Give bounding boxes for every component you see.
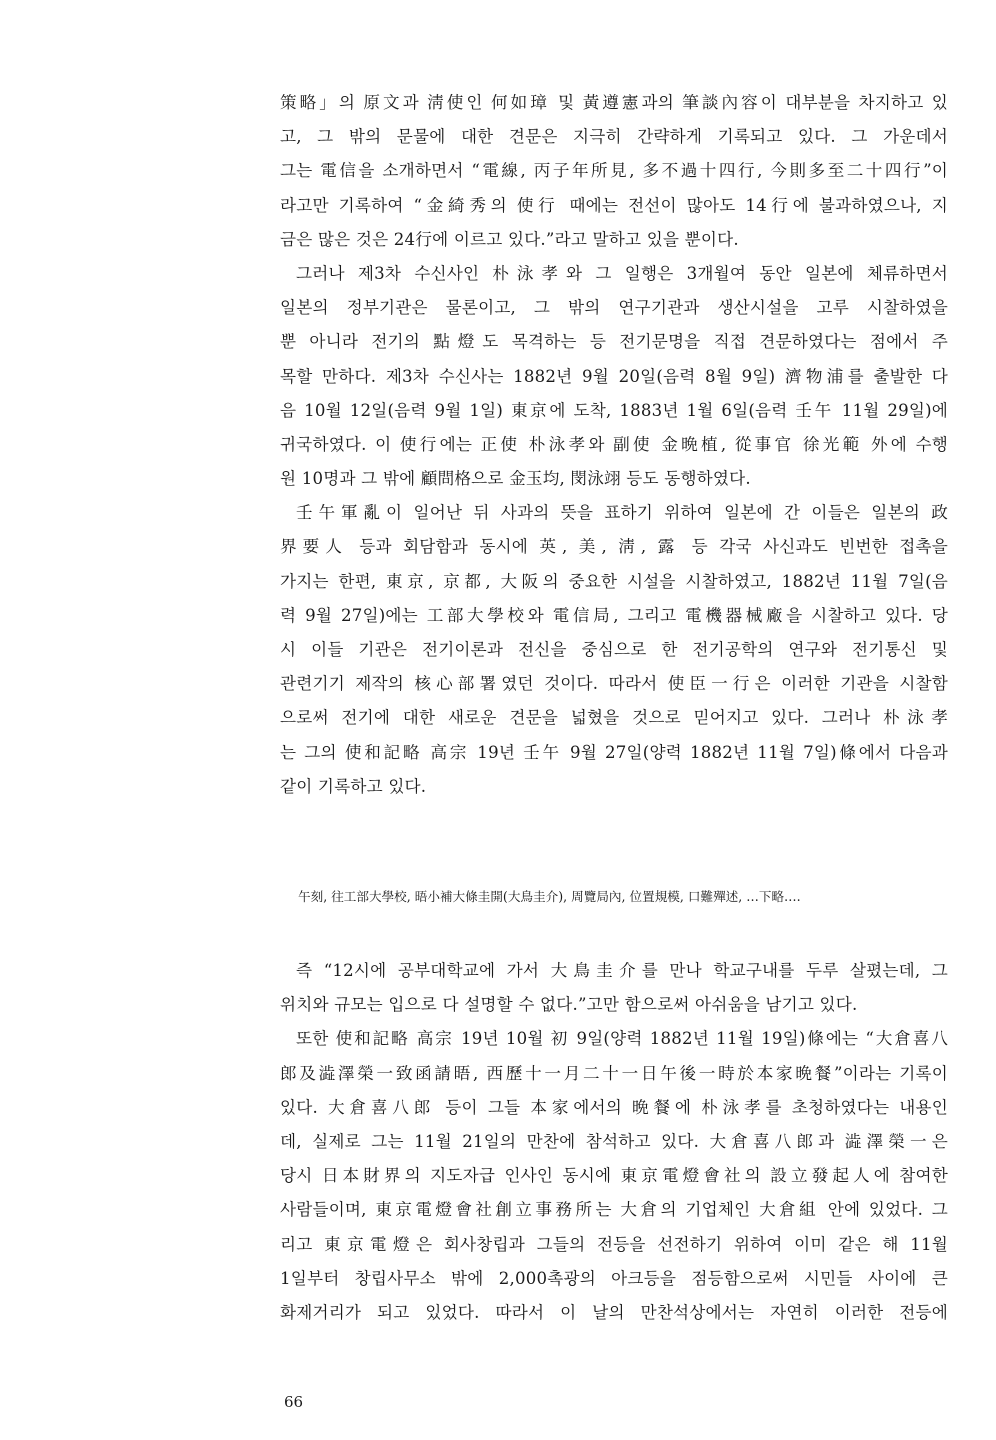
text-line: 界要人 등과 회담함과 동시에 英, 美, 淸, 露 등 각국 사신과도 빈번한 접촉을 [280,537,948,557]
text-line: 금은 많은 것은 24行에 이르고 있다.”라고 말하고 있을 뿐이다. [280,229,739,249]
text-line: 원 10명과 그 밖에 顧問格으로 金玉均, 閔泳翊 등도 동행하였다. [280,469,751,489]
paragraph-3 [280,496,948,804]
block-quote: 午刻, 往工部大學校, 晤小補大條圭開(大鳥圭介), 周覽局內, 位置規模, 口難殫述, …下略…. [298,889,801,904]
text-line: 음 10월 12일(음력 9월 1일) 東京에 도착, 1883년 1월 6일(음력 壬午 11월 29일)에 [280,400,948,420]
text-line: 같이 기록하고 있다. [280,776,427,796]
paragraph-4 [280,954,948,1022]
text-line: 화제거리가 되고 있었다. 따라서 이 날의 만찬석상에서는 자연히 이러한 전등에 [280,1302,948,1322]
text-line: 라고만 기록하여 “金綺秀의 使行 때에는 전선이 많아도 14行에 불과하였으나, 지 [280,195,948,215]
text-line: 시 이들 기관은 전기이론과 전신을 중심으로 한 전기공학의 연구와 전기통신 및 [280,640,948,659]
text-line: 뿐 아니라 전기의 點燈도 목격하는 등 전기문명을 직접 견문하였다는 점에서 주 [280,332,948,352]
text-line: 그러나 제3차 수신사인 朴泳孝와 그 일행은 3개월여 동안 일본에 체류하면서 [296,263,948,283]
text-line: 郎及澁澤榮一致函請晤, 西歷十一月二十一日午後一時於本家晩餐”이라는 기록이 [280,1063,948,1083]
text-line: 즉 “12시에 공부대학교에 가서 大鳥圭介를 만나 학교구내를 두루 살폈는데, 그 [296,961,948,980]
text-line: 리고 東京電燈은 회사창립과 그들의 전등을 선전하기 위하여 이미 같은 해 11월 [280,1234,948,1254]
text-line: 1일부터 창립사무소 밖에 2,000촉광의 아크등을 점등함으로써 시민들 사이에 큰 [280,1268,948,1288]
text-line: 그는 電信을 소개하면서 “電線, 丙子年所見, 多不過十四行, 今則多至二十四行”이 [280,161,948,181]
text-line: 고, 그 밖의 문물에 대한 견문은 지극히 간략하게 기록되고 있다. 그 가운데서 [280,127,948,147]
text-line: 또한 使和記略 高宗 19년 10월 初 9일(양력 1882년 11월 19일)條에는 “大倉喜八 [296,1029,948,1049]
text-line: 위치와 규모는 입으로 다 설명할 수 없다.”고만 함으로써 아쉬움을 남기고 있다. [280,995,858,1015]
text-line: 策略」의 原文과 淸使인 何如璋 및 黃遵憲과의 筆談內容이 대부분을 차지하고 있 [280,93,948,112]
text-line: 력 9월 27일)에는 工部大學校와 電信局, 그리고 電機器械廠을 시찰하고 있다. 당 [280,605,948,625]
body-text-bottom [280,954,948,1330]
text-line: 귀국하였다. 이 使行에는 正使 朴泳孝와 副使 金晩植, 從事官 徐光範 外에 수행 [280,434,948,454]
text-line: 있다. 大倉喜八郎 등이 그들 本家에서의 晩餐에 朴泳孝를 초청하였다는 내용인 [280,1097,948,1117]
text-line: 는 그의 使和記略 高宗 19년 壬午 9월 27일(양력 1882년 11월 7일)條에서 다음과 [280,742,948,762]
paragraph-1 [280,86,948,257]
page-number: 66 [284,1393,304,1411]
paragraph-2 [280,257,948,496]
text-line: 으로써 전기에 대한 새로운 견문을 넓혔을 것으로 믿어지고 있다. 그러나 朴泳孝 [280,708,948,728]
text-line: 가지는 한편, 東京, 京都, 大阪의 중요한 시설을 시찰하였고, 1882년 11월 7일(음 [280,571,948,591]
body-text-top [280,86,948,804]
text-line: 목할 만하다. 제3차 수신사는 1882년 9월 20일(음력 8월 9일) 濟物浦를 출발한 다 [280,366,948,386]
text-line: 당시 日本財界의 지도자급 인사인 동시에 東京電燈會社의 設立發起人에 참여한 [280,1166,948,1186]
paragraph-5 [280,1022,948,1330]
text-line: 壬午軍亂이 일어난 뒤 사과의 뜻을 표하기 위하여 일본에 간 이들은 일본의 政 [296,503,948,523]
text-line: 사람들이며, 東京電燈會社創立事務所는 大倉의 기업체인 大倉組 안에 있었다. 그 [280,1200,948,1220]
text-line: 일본의 정부기관은 물론이고, 그 밖의 연구기관과 생산시설을 고루 시찰하였을 [280,298,948,318]
text-line: 데, 실제로 그는 11월 21일의 만찬에 참석하고 있다. 大倉喜八郎과 澁澤榮一은 [280,1131,948,1151]
text-line: 관련기기 제작의 核心部署였던 것이다. 따라서 使臣一行은 이러한 기관을 시찰함 [280,674,948,694]
